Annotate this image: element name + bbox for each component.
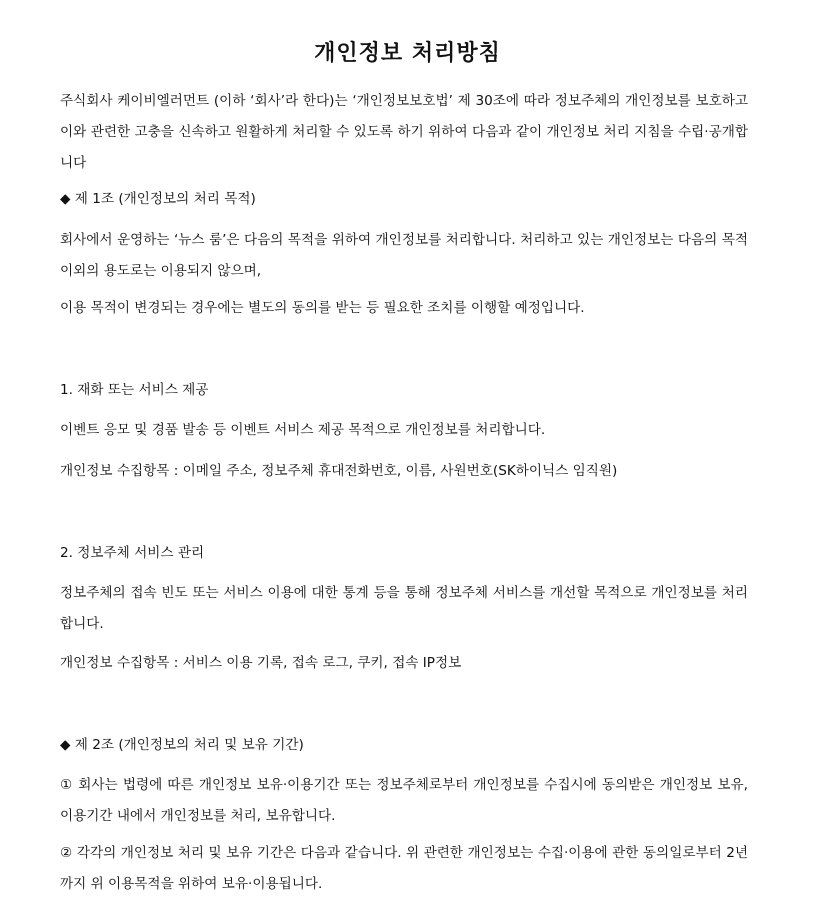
article-1-paragraph-1: 회사에서 운영하는 ‘뉴스 룸’은 다음의 목적을 위하여 개인정보를 처리합니다. 처리하고 있는 개인정보는 다음의 목적 이외의 용도로는 이용되지 않으며, <box>60 232 748 279</box>
section-2-description: 정보주체의 접속 빈도 또는 서비스 이용에 대한 통계 등을 통해 정보주체 서비스를 개선할 목적으로 개인정보를 처리합니다. <box>60 585 748 632</box>
article-2-paragraph-1: ① 회사는 법령에 따른 개인정보 보유·이용기간 또는 정보주체로부터 개인정보를 수집시에 동의받은 개인정보 보유, 이용기간 내에서 개인정보를 처리, 보유합니다. <box>60 777 748 824</box>
page-title: 개인정보 처리방침 <box>314 41 501 66</box>
section-2-heading: 2. 정보주체 서비스 관리 <box>60 545 205 561</box>
section-1-description: 이벤트 응모 및 경품 발송 등 이벤트 서비스 제공 목적으로 개인정보를 처리합니다. <box>60 422 546 438</box>
intro-paragraph: 주식회사 케이비엘러먼트 (이하 ‘회사’라 한다)는 ‘개인정보보호법’ 제 30조에 따라 정보주체의 개인정보를 보호하고 이와 관련한 고충을 신속하고 원활하게 처리할 수 있도록 하기 위하여 다음과 같이 개인정보 처리 지침을 수립·공개합니다 <box>60 93 748 171</box>
article-1-heading: ◆ 제 1조 (개인정보의 처리 목적) <box>60 191 256 207</box>
article-2-heading: ◆ 제 2조 (개인정보의 처리 및 보유 기간) <box>60 737 304 753</box>
section-1-collected-items: 개인정보 수집항목 : 이메일 주소, 정보주체 휴대전화번호, 이름, 사원번호(SK하이닉스 임직원) <box>60 463 618 479</box>
section-1-heading: 1. 재화 또는 서비스 제공 <box>60 382 209 398</box>
section-2-collected-items: 개인정보 수집항목 : 서비스 이용 기록, 접속 로그, 쿠키, 접속 IP정보 <box>60 655 462 671</box>
article-1-paragraph-2: 이용 목적이 변경되는 경우에는 별도의 동의를 받는 등 필요한 조치를 이행할 예정입니다. <box>60 300 585 316</box>
article-2-paragraph-2: ② 각각의 개인정보 처리 및 보유 기간은 다음과 같습니다. 위 관련한 개인정보는 수집·이용에 관한 동의일로부터 2년까지 위 이용목적을 위하여 보유·이용됩니다. <box>60 845 748 892</box>
